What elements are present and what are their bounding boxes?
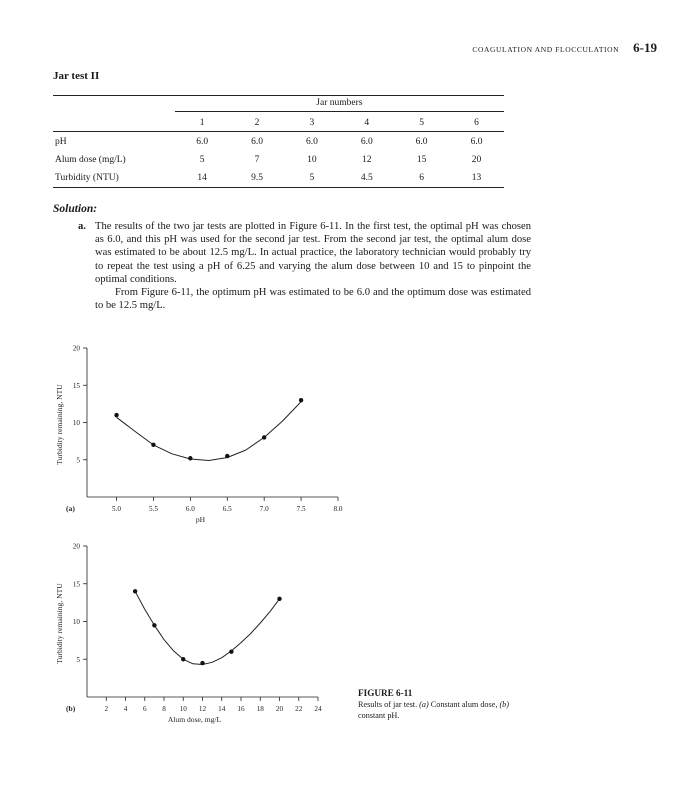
- x-tick-label: 7.5: [296, 505, 306, 513]
- table-cell: 6.0: [415, 137, 428, 147]
- x-tick-label: 8.0: [333, 505, 343, 513]
- data-point: [229, 650, 233, 654]
- table-cell: 7: [254, 155, 260, 165]
- data-point: [181, 657, 185, 661]
- y-axis-title: Turbidity remaining, NTU: [55, 384, 64, 465]
- table-cell: 6.0: [470, 137, 483, 147]
- item-label: a.: [78, 221, 86, 232]
- x-axis-title: pH: [195, 515, 206, 524]
- table-cell: 6: [394, 168, 449, 188]
- chart-panel-a: [55, 345, 343, 525]
- x-tick-label: 16: [237, 705, 245, 713]
- data-point: [114, 413, 118, 417]
- x-tick-label: 12: [198, 705, 207, 713]
- x-tick-label: 22: [295, 705, 303, 713]
- y-tick-label: 5: [76, 456, 80, 465]
- panel-label: (b): [66, 704, 76, 713]
- y-tick-label: 20: [72, 344, 80, 353]
- fit-curve: [135, 591, 279, 664]
- y-tick-label: 15: [72, 381, 80, 390]
- jar-number: 6: [449, 112, 504, 132]
- section-title: Jar test II: [53, 70, 100, 82]
- row-label: Turbidity (NTU): [53, 168, 175, 188]
- x-tick-label: 10: [179, 705, 187, 713]
- y-tick-label: 10: [72, 419, 80, 427]
- table-cell: 15: [416, 155, 427, 165]
- data-point: [152, 623, 156, 627]
- x-tick-label: 4: [123, 705, 128, 713]
- table-cell: 5: [199, 155, 205, 165]
- jar-number: 2: [230, 112, 285, 132]
- x-tick-label: 5.5: [148, 505, 158, 513]
- caption-intro: Results of jar test.: [358, 700, 418, 709]
- y-tick-label: 10: [72, 618, 80, 626]
- x-tick-label: 20: [275, 705, 284, 713]
- figure-caption-text: [358, 699, 534, 721]
- table-cell: 20: [471, 155, 482, 165]
- x-axis-title: Alum dose, mg/L: [167, 715, 222, 724]
- data-point: [188, 456, 192, 460]
- jar-number: 3: [284, 112, 339, 132]
- solution-heading: Solution:: [53, 203, 98, 215]
- solution-paragraph-1: The results of the two jar tests are plotted in Figure 6-11. In the first test, the optimal pH was chosen as 6.0, and this pH was used for the second jar test. From the second jar test, the optimal alum dose was estimated to be about 12.5 mg/L. In actual practice, the laboratory technician would probably try to repeat the test using a pH of 6.25 and varying the alum dose between 10 and 15 to pinpoint the optimal conditions.: [95, 221, 531, 285]
- table-cell: 10: [307, 155, 317, 165]
- data-point: [200, 661, 204, 665]
- x-tick-label: 6.5: [222, 505, 232, 513]
- figure-caption: [358, 688, 534, 721]
- caption-b-marker: (b): [499, 700, 509, 709]
- row-label: Alum dose (mg/L): [55, 155, 126, 165]
- table-cell: 6.0: [305, 137, 318, 147]
- x-tick-label: 2: [104, 705, 109, 713]
- jar-number: 4: [339, 112, 394, 132]
- x-tick-label: 7.0: [259, 505, 269, 513]
- table-cell: 13: [449, 168, 504, 188]
- x-tick-label: 14: [218, 705, 226, 713]
- page-number: 6-19: [633, 40, 657, 55]
- chart-panel-b: [55, 543, 322, 725]
- table-group-header: Jar numbers: [175, 96, 504, 112]
- x-tick-label: 6: [142, 705, 147, 713]
- solution-paragraph-2: From Figure 6-11, the optimum pH was estimated to be 6.0 and the optimum dose was estimated to be 12.5 mg/L.: [95, 287, 531, 312]
- table-cell: 6.0: [251, 137, 263, 147]
- jar-number: 1: [175, 112, 230, 132]
- running-head-chapter: COAGULATION AND FLOCCULATION: [472, 45, 620, 54]
- x-tick-label: 6.0: [185, 505, 195, 513]
- y-tick-label: 5: [76, 655, 80, 664]
- y-tick-label: 20: [72, 542, 80, 551]
- table-cell: 9.5: [230, 168, 285, 188]
- row-label: pH: [55, 137, 67, 147]
- fit-curve: [117, 402, 302, 461]
- x-tick-label: 5.0: [112, 505, 122, 513]
- x-tick-label: 24: [314, 705, 322, 713]
- data-point: [133, 589, 137, 593]
- data-point: [225, 454, 229, 458]
- x-tick-label: 8: [162, 705, 166, 713]
- table-cell: 5: [284, 168, 339, 188]
- table-cell: 6.0: [196, 137, 209, 147]
- figure-label: FIGURE 6-11: [358, 688, 413, 698]
- table-cell: 14: [175, 168, 230, 188]
- data-point: [299, 398, 303, 402]
- table-cell: 6.0: [360, 137, 373, 147]
- data-point: [262, 435, 266, 439]
- table-cell: 12: [362, 155, 372, 165]
- y-tick-label: 15: [72, 580, 80, 589]
- table-cell: 4.5: [339, 168, 394, 188]
- caption-a-marker: (a): [419, 700, 429, 709]
- jar-number: 5: [394, 112, 449, 132]
- caption-b-text: constant pH.: [358, 711, 400, 720]
- data-point: [277, 597, 281, 601]
- panel-label: (a): [66, 504, 75, 513]
- y-axis-title: Turbidity remaining, NTU: [55, 583, 64, 664]
- caption-a-text: Constant alum dose,: [430, 700, 498, 709]
- x-tick-label: 18: [256, 705, 264, 713]
- data-point: [151, 443, 155, 447]
